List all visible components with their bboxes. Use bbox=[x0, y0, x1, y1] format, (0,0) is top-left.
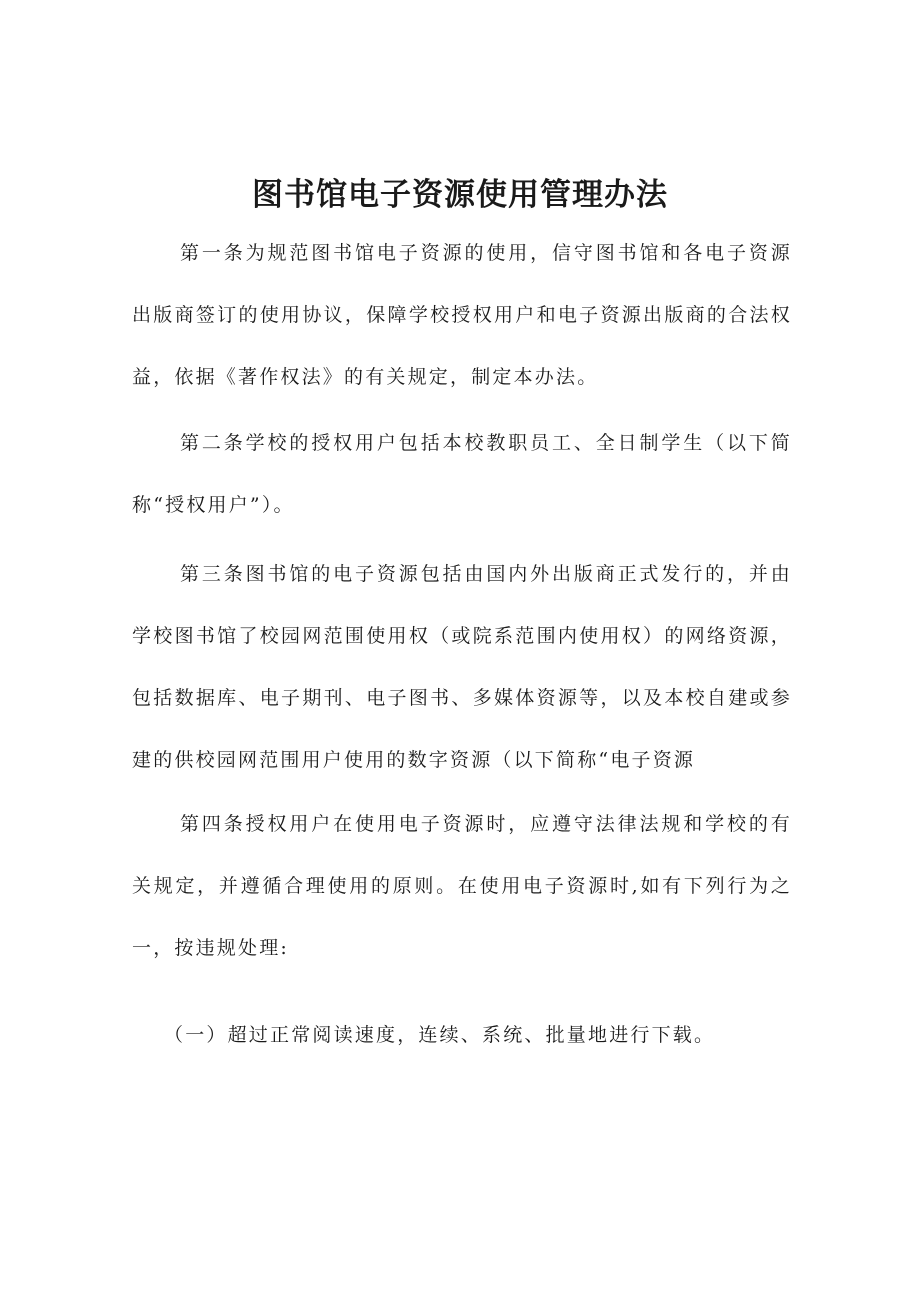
article-3-paragraph: 第三条图书馆的电子资源包括由国内外出版商正式发行的，并由学校图书馆了校园网范围使用权（或院系范围内使用权）的网络资源，包括数据库、电子期刊、电子图书、多媒体资源等，以及本校自建或参建的供校园网范围用户使用的数字资源（以下简称“电子资源 bbox=[132, 563, 792, 771]
article-4-paragraph: 第四条授权用户在使用电子资源时，应遵守法律法规和学校的有关规定，并遵循合理使用的原则。在使用电子资源时,如有下列行为之一，按违规处理: bbox=[132, 813, 792, 959]
list-item: （一）超过正常阅读速度，连续、系统、批量地进行下载。 bbox=[164, 1024, 716, 1046]
page-title: 图书馆电子资源使用管理办法 bbox=[252, 176, 668, 213]
article-1-paragraph: 第一条为规范图书馆电子资源的使用，信守图书馆和各电子资源出版商签订的使用协议，保障学校授权用户和电子资源出版商的合法权益，依据《著作权法》的有关规定，制定本办法。 bbox=[132, 242, 792, 388]
article-2-paragraph: 第二条学校的授权用户包括本校教职员工、全日制学生（以下简称“授权用户”）。 bbox=[132, 432, 792, 516]
